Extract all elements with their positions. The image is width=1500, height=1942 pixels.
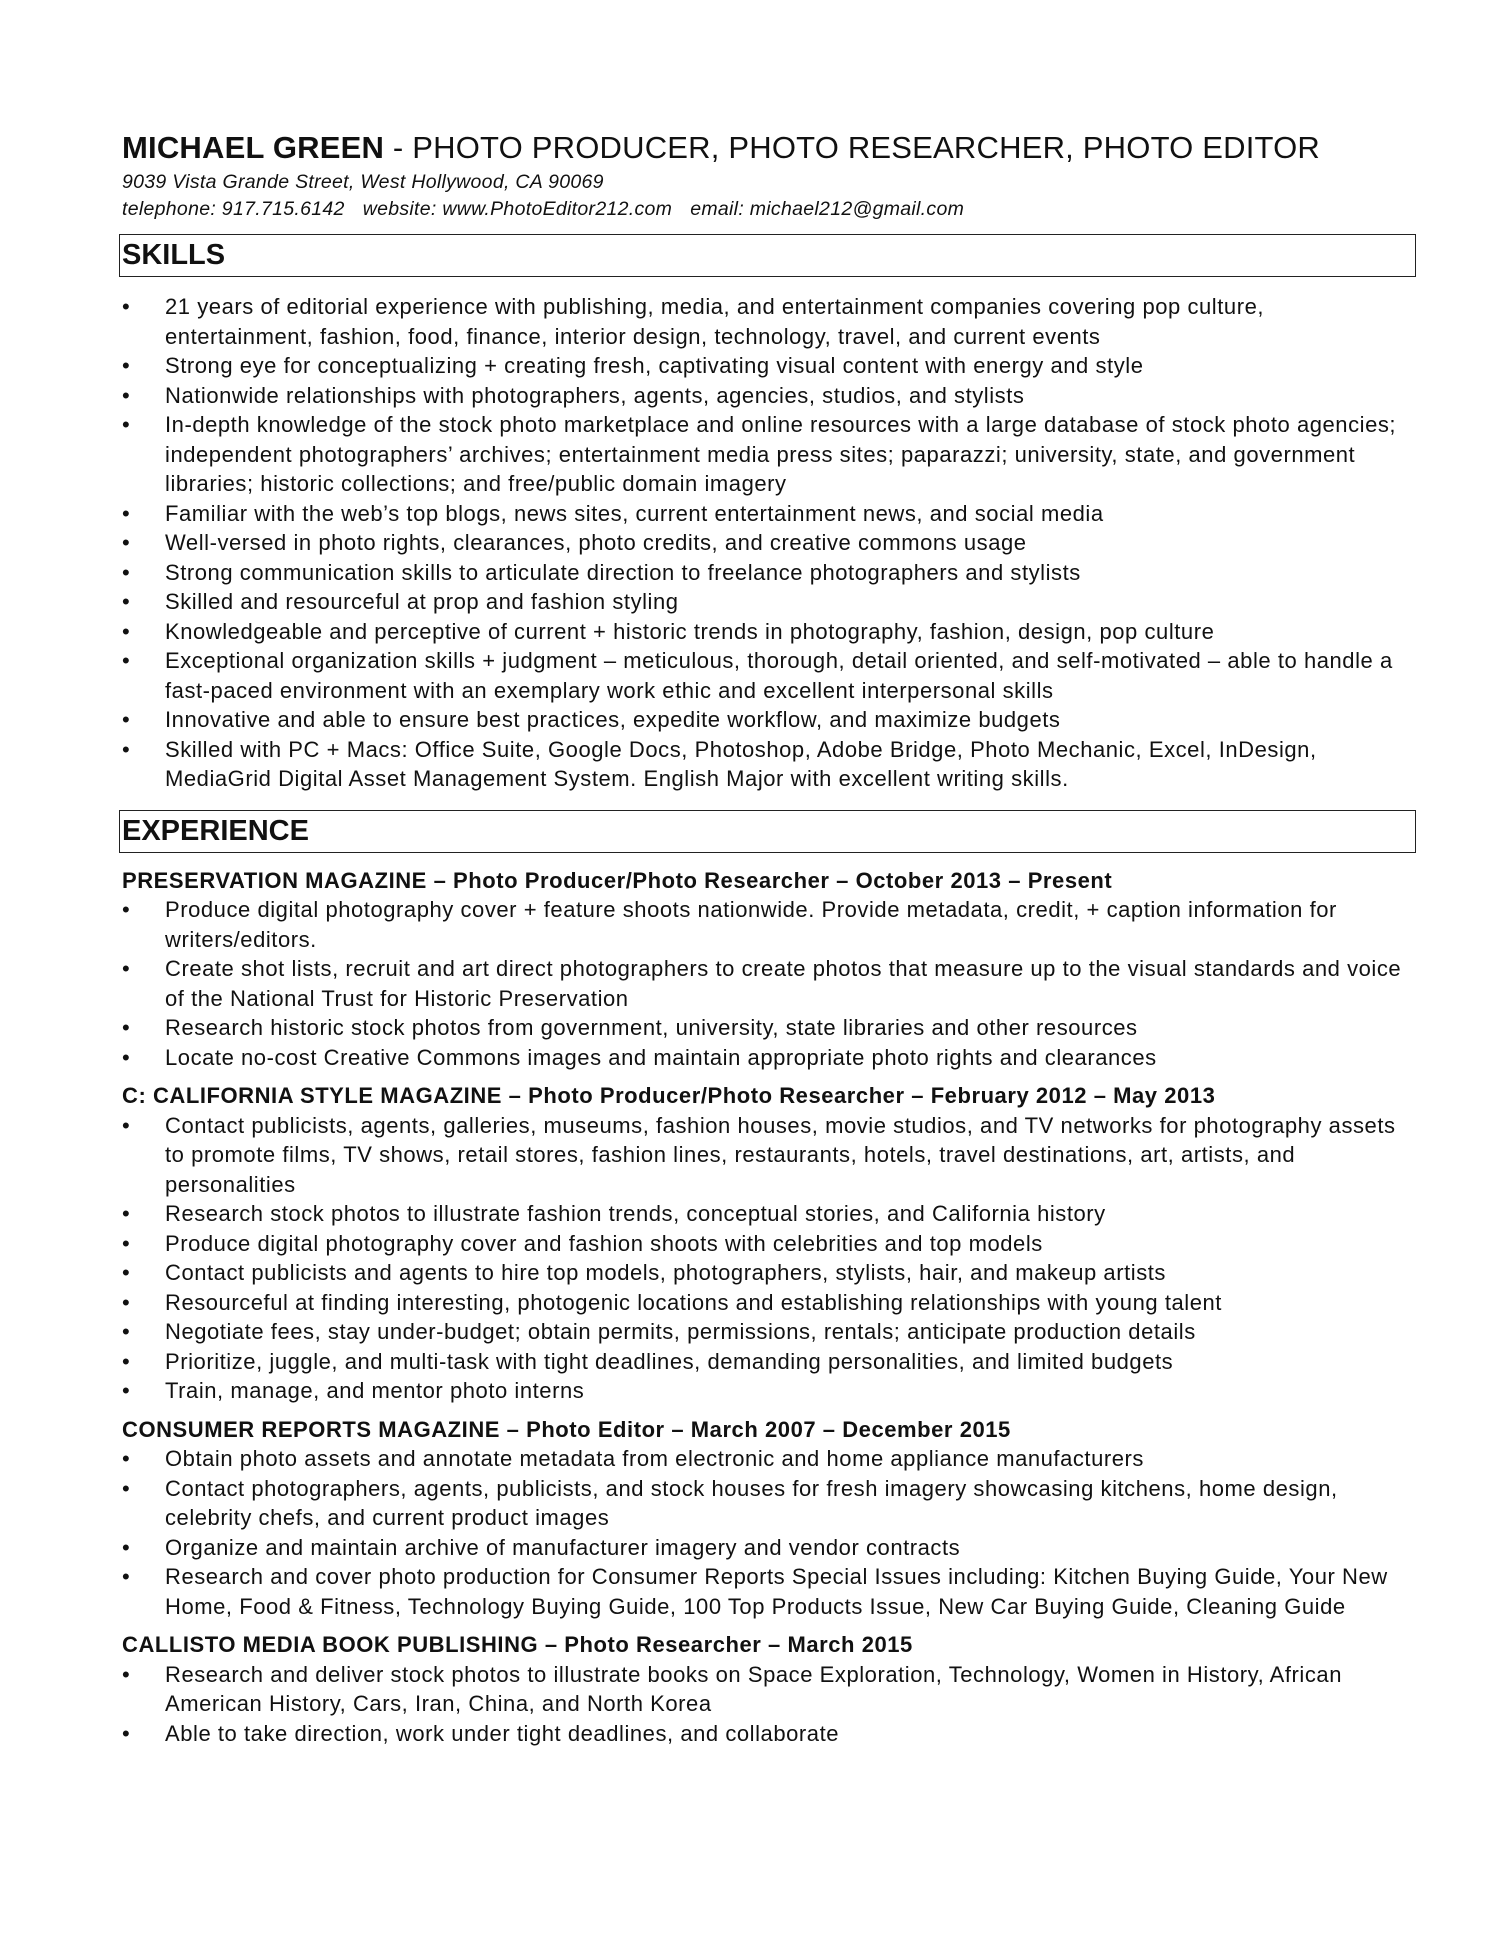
skill-item: • Innovative and able to ensure best practices, expedite workflow, and maximize budgets bbox=[122, 705, 1412, 735]
skill-item: • Skilled with PC + Macs: Office Suite, Google Docs, Photoshop, Adobe Bridge, Photo Mechanic, Excel, InDesign, MediaGrid Digital Asset Management System. English Major with excellent writing skills. bbox=[122, 736, 1317, 791]
skills-heading: SKILLS bbox=[122, 239, 226, 271]
bullet-icon: • bbox=[122, 1564, 131, 1589]
skill-item: • Strong communication skills to articulate direction to freelance photographers and stylists bbox=[122, 558, 1412, 588]
job-title: CALLISTO MEDIA BOOK PUBLISHING – Photo Researcher – March 2015 bbox=[122, 1632, 913, 1657]
bullet-icon: • bbox=[122, 559, 131, 585]
contact-line bbox=[122, 196, 1412, 223]
experience-heading: EXPERIENCE bbox=[122, 814, 309, 847]
job-duty: • Research and deliver stock photos to illustrate books on Space Exploration, Technology, Women in History, African American History, Cars, Iran, China, and North Korea bbox=[122, 1661, 1342, 1716]
job-duties-list bbox=[122, 1444, 1412, 1621]
skills-section-header bbox=[119, 234, 1416, 277]
job-duty: • Contact publicists, agents, galleries, museums, fashion houses, movie studios, and TV networks for photography assets to promote films, TV shows, retail stores, fashion lines, restaurants, hotels, travel destinations, art, artists, and personalities bbox=[122, 1112, 1396, 1197]
bullet-icon: • bbox=[122, 1720, 131, 1746]
job-duty: • Locate no-cost Creative Commons images and maintain appropriate photo rights and clearances bbox=[122, 1043, 1412, 1073]
job-duty: • Organize and maintain archive of manufacturer imagery and vendor contracts bbox=[122, 1533, 1412, 1563]
bullet-icon: • bbox=[122, 1534, 131, 1560]
job-duty: • Train, manage, and mentor photo interns bbox=[122, 1376, 1412, 1406]
bullet-icon: • bbox=[122, 1475, 131, 1501]
bullet-icon: • bbox=[122, 1289, 131, 1315]
job-duty: • Research and cover photo production for Consumer Reports Special Issues including: Kitchen Buying Guide, Your New Home, Food & Fitness, Technology Buying Guide, 100 Top Products Issue, New Car Buying Guide, Cleaning Guide bbox=[122, 1564, 1388, 1619]
bullet-icon: • bbox=[122, 736, 131, 762]
skill-item: • Strong eye for conceptualizing + creating fresh, captivating visual content with energy and style bbox=[122, 351, 1412, 381]
bullet-icon: • bbox=[122, 1230, 131, 1256]
candidate-name: MICHAEL GREEN bbox=[122, 130, 385, 165]
job-duty: • Produce digital photography cover + feature shoots nationwide. Provide metadata, credit, + caption information for writers/editors. bbox=[122, 897, 1337, 952]
experience-section-header bbox=[119, 810, 1416, 853]
job-duty: • Research stock photos to illustrate fashion trends, conceptual stories, and California history bbox=[122, 1199, 1412, 1229]
job-duty: • Create shot lists, recruit and art direct photographers to create photos that measure up to the visual standards and voice of the National Trust for Historic Preservation bbox=[122, 956, 1402, 1011]
job-duties-list bbox=[122, 1660, 1412, 1749]
bullet-icon: • bbox=[122, 1015, 131, 1040]
bullet-icon: • bbox=[122, 648, 131, 673]
job-duty: • Able to take direction, work under tight deadlines, and collaborate bbox=[122, 1719, 1412, 1749]
telephone: telephone: 917.715.6142 bbox=[122, 198, 345, 220]
skills-list bbox=[122, 292, 1412, 794]
bullet-icon: • bbox=[122, 707, 131, 732]
bullet-icon: • bbox=[122, 618, 131, 644]
bullet-icon: • bbox=[122, 1661, 131, 1687]
skill-item: • In-depth knowledge of the stock photo marketplace and online resources with a large database of stock photo agencies; independent photographers’ archives; entertainment media press sites; paparazzi; university, state, and government libraries; historic collections; and free/public domain imagery bbox=[122, 412, 1397, 496]
job-duty: • Prioritize, juggle, and multi-task with tight deadlines, demanding personalities, and limited budgets bbox=[122, 1347, 1412, 1377]
bullet-icon: • bbox=[122, 1112, 131, 1138]
website-link[interactable]: website: www.PhotoEditor212.com bbox=[362, 198, 673, 220]
bullet-icon: • bbox=[122, 294, 131, 319]
bullet-icon: • bbox=[122, 412, 131, 437]
job-duty: • Contact photographers, agents, publicists, and stock houses for fresh imagery showcasing kitchens, home design, celebrity chefs, and current product images bbox=[122, 1475, 1338, 1530]
bullet-icon: • bbox=[122, 1201, 131, 1226]
bullet-icon: • bbox=[122, 1348, 131, 1374]
skill-item: • Familiar with the web’s top blogs, news sites, current entertainment news, and social media bbox=[122, 499, 1412, 529]
job-duties-list bbox=[122, 895, 1412, 1072]
resume-header-title bbox=[122, 128, 1412, 168]
job-duty: • Resourceful at finding interesting, photogenic locations and establishing relationships with young talent bbox=[122, 1288, 1412, 1318]
address: 9039 Vista Grande Street, West Hollywood, CA 90069 bbox=[122, 171, 604, 193]
job-duty: • Research historic stock photos from government, university, state libraries and other resources bbox=[122, 1013, 1412, 1043]
bullet-icon: • bbox=[122, 530, 131, 555]
bullet-icon: • bbox=[122, 353, 131, 378]
job-duty: • Produce digital photography cover and fashion shoots with celebrities and top models bbox=[122, 1229, 1412, 1259]
skill-item: • Nationwide relationships with photographers, agents, agencies, studios, and stylists bbox=[122, 381, 1412, 411]
job-duty: • Negotiate fees, stay under-budget; obtain permits, permissions, rentals; anticipate production details bbox=[122, 1317, 1412, 1347]
bullet-icon: • bbox=[122, 897, 131, 922]
bullet-icon: • bbox=[122, 589, 131, 614]
skill-item: • 21 years of editorial experience with publishing, media, and entertainment companies covering pop culture, entertainment, fashion, food, finance, interior design, technology, travel, and current events bbox=[122, 294, 1265, 349]
job-title: PRESERVATION MAGAZINE – Photo Producer/Photo Researcher – October 2013 – Present bbox=[122, 867, 1113, 893]
job-duties-list bbox=[122, 1111, 1412, 1406]
candidate-roles: - PHOTO PRODUCER, PHOTO RESEARCHER, PHOTO EDITOR bbox=[384, 130, 1321, 165]
bullet-icon: • bbox=[122, 1319, 131, 1344]
bullet-icon: • bbox=[122, 1044, 131, 1070]
bullet-icon: • bbox=[122, 1446, 131, 1471]
bullet-icon: • bbox=[122, 1378, 131, 1403]
skill-item: • Well-versed in photo rights, clearances, photo credits, and creative commons usage bbox=[122, 528, 1412, 558]
job-duty: • Obtain photo assets and annotate metadata from electronic and home appliance manufacturers bbox=[122, 1444, 1412, 1474]
skill-item: • Skilled and resourceful at prop and fashion styling bbox=[122, 587, 1412, 617]
job-title: CONSUMER REPORTS MAGAZINE – Photo Editor – March 2007 – December 2015 bbox=[122, 1416, 1011, 1442]
job-title: C: CALIFORNIA STYLE MAGAZINE – Photo Producer/Photo Researcher – February 2012 – May 2013 bbox=[122, 1083, 1216, 1108]
resume-page bbox=[122, 128, 1412, 1748]
job-duty: • Contact publicists and agents to hire top models, photographers, stylists, hair, and makeup artists bbox=[122, 1258, 1412, 1288]
skill-item: • Knowledgeable and perceptive of current + historic trends in photography, fashion, design, pop culture bbox=[122, 617, 1412, 647]
bullet-icon: • bbox=[122, 1260, 131, 1285]
bullet-icon: • bbox=[122, 956, 131, 981]
skill-item: • Exceptional organization skills + judgment – meticulous, thorough, detail oriented, and self-motivated – able to handle a fast-paced environment with an exemplary work ethic and excellent interpersonal skills bbox=[122, 648, 1393, 703]
email-link[interactable]: email: michael212@gmail.com bbox=[690, 198, 965, 220]
bullet-icon: • bbox=[122, 500, 131, 526]
bullet-icon: • bbox=[122, 382, 131, 408]
